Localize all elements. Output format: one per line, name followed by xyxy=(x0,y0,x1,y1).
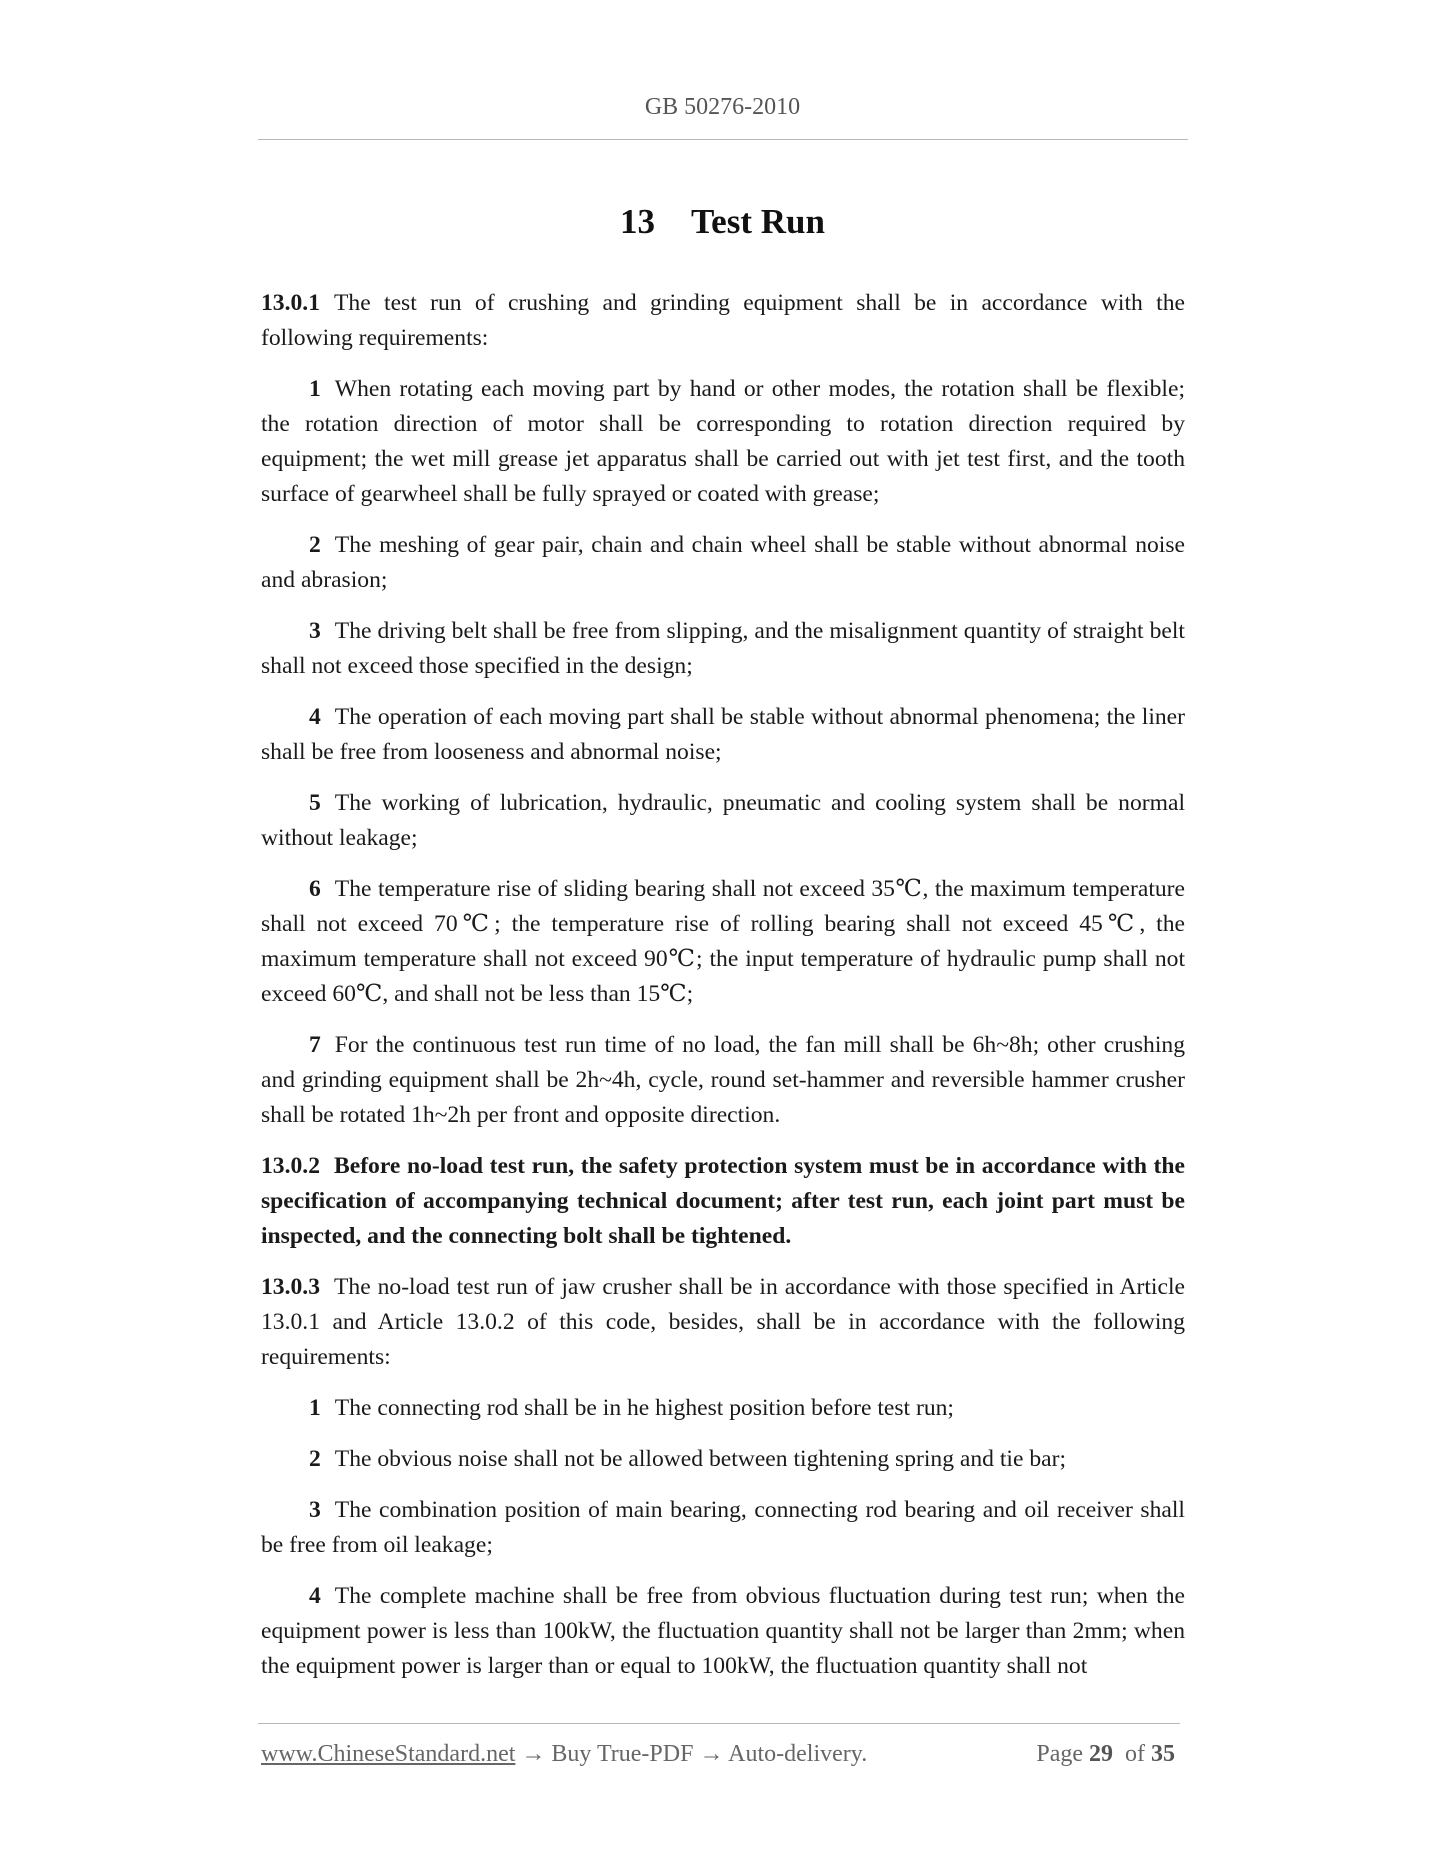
item-text: The driving belt shall be free from slipping, and the misalignment quantity of straight belt shall not exceed those specified in the design; xyxy=(261,618,1185,679)
list-item xyxy=(261,872,1185,1012)
item-text: The combination position of main bearing, connecting rod bearing and oil receiver shall be free from oil leakage; xyxy=(261,1497,1185,1558)
item-number: 1 xyxy=(309,1395,321,1421)
site-link[interactable]: www.ChineseStandard.net xyxy=(261,1741,516,1767)
clause-13-0-1 xyxy=(261,286,1185,356)
document-code-header: GB 50276-2010 xyxy=(644,94,801,120)
clause-text: The test run of crushing and grinding equipment shall be in accordance with the following requirements: xyxy=(261,290,1185,351)
page-of: of xyxy=(1125,1741,1145,1767)
footer-divider xyxy=(258,1723,1180,1724)
list-item xyxy=(261,1391,1185,1426)
page-current: 29 xyxy=(1089,1741,1113,1767)
list-item xyxy=(261,1028,1185,1133)
clause-13-0-3 xyxy=(261,1270,1185,1375)
item-text: The working of lubrication, hydraulic, pneumatic and cooling system shall be normal without leakage; xyxy=(261,790,1185,851)
item-number: 5 xyxy=(309,790,321,816)
item-text: For the continuous test run time of no load, the fan mill shall be 6h~8h; other crushing and grinding equipment shall be 2h~4h, cycle, round set-hammer and reversible hammer crusher shall be rotated 1h~2h per front and opposite direction. xyxy=(261,1032,1185,1128)
item-number: 1 xyxy=(309,376,321,402)
item-number: 4 xyxy=(309,704,321,730)
header-divider xyxy=(258,139,1188,140)
item-number: 2 xyxy=(309,1446,321,1472)
page-word: Page xyxy=(1036,1741,1083,1767)
item-number: 7 xyxy=(309,1032,321,1058)
page-total: 35 xyxy=(1151,1741,1175,1767)
page-indicator xyxy=(1036,1741,1175,1768)
item-text: The operation of each moving part shall be stable without abnormal phenomena; the liner shall be free from looseness and abnormal noise; xyxy=(261,704,1185,765)
list-item xyxy=(261,700,1185,770)
clause-13-0-2 xyxy=(261,1149,1185,1254)
chapter-title-text: Test Run xyxy=(691,202,825,241)
arrow-icon: → xyxy=(699,1741,724,1767)
item-text: The connecting rod shall be in he highest position before test run; xyxy=(334,1395,954,1421)
list-item xyxy=(261,372,1185,512)
item-text: The complete machine shall be free from obvious fluctuation during test run; when the equipment power is less than 100kW, the fluctuation quantity shall not be larger than 2mm; when the equipment power is larger than or equal to 100kW, the fluctuation quantity shall not xyxy=(261,1583,1185,1679)
list-item xyxy=(261,1442,1185,1477)
clause-text: Before no-load test run, the safety protection system must be in accordance with the specification of accompanying technical document; after test run, each joint part must be inspected, and the connecting bolt shall be tightened. xyxy=(261,1153,1185,1249)
page-footer xyxy=(261,1741,1175,1768)
chapter-number: 13 xyxy=(620,202,656,241)
list-item xyxy=(261,1493,1185,1563)
clause-label: 13.0.3 xyxy=(261,1274,320,1300)
item-text: When rotating each moving part by hand or other modes, the rotation shall be flexible; the rotation direction of motor shall be corresponding to rotation direction required by equipment; the wet mill grease jet apparatus shall be carried out with jet test first, and the tooth surface of gearwheel shall be fully sprayed or coated with grease; xyxy=(261,376,1185,507)
item-number: 2 xyxy=(309,532,321,558)
item-number: 3 xyxy=(309,1497,321,1523)
item-number: 4 xyxy=(309,1583,321,1609)
buy-pdf-text: Buy True-PDF xyxy=(551,1741,694,1767)
arrow-icon: → xyxy=(521,1741,546,1767)
chapter-title xyxy=(0,202,1445,242)
document-body xyxy=(261,286,1185,1700)
list-item xyxy=(261,614,1185,684)
item-number: 3 xyxy=(309,618,321,644)
item-text: The obvious noise shall not be allowed between tightening spring and tie bar; xyxy=(334,1446,1067,1472)
auto-delivery-text: Auto-delivery. xyxy=(728,1741,868,1767)
list-item xyxy=(261,528,1185,598)
clause-label: 13.0.1 xyxy=(261,290,320,316)
clause-text: The no-load test run of jaw crusher shall be in accordance with those specified in Article 13.0.1 and Article 13.0.2 of this code, besides, shall be in accordance with the following requirements: xyxy=(261,1274,1185,1370)
list-item xyxy=(261,1579,1185,1684)
item-text: The meshing of gear pair, chain and chain wheel shall be stable without abnormal noise and abrasion; xyxy=(261,532,1185,593)
item-text: The temperature rise of sliding bearing shall not exceed 35℃, the maximum temperature shall not exceed 70℃; the temperature rise of rolling bearing shall not exceed 45℃, the maximum temperature shall not exceed 90℃; the input temperature of hydraulic pump shall not exceed 60℃, and shall not be less than 15℃; xyxy=(261,876,1185,1007)
list-item xyxy=(261,786,1185,856)
item-number: 6 xyxy=(309,876,321,902)
clause-label: 13.0.2 xyxy=(261,1153,320,1179)
